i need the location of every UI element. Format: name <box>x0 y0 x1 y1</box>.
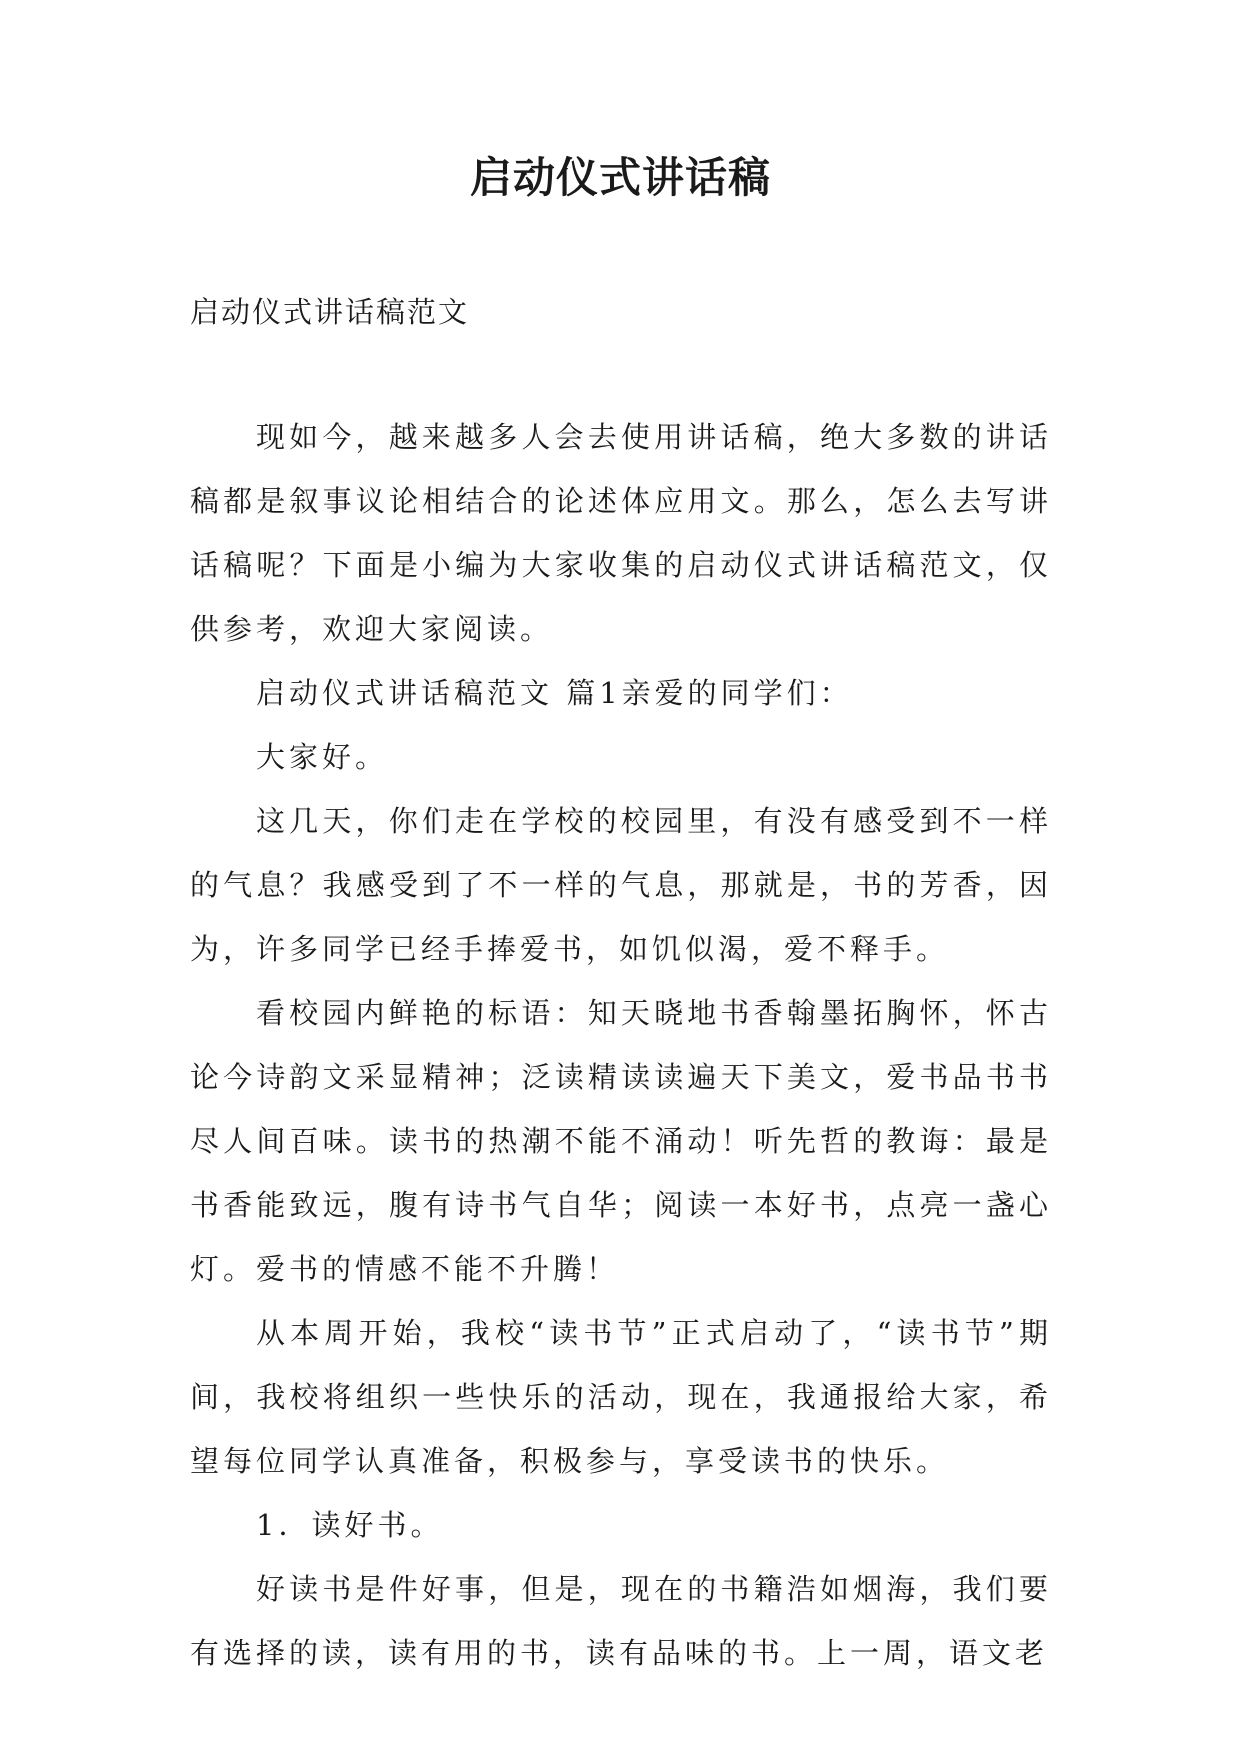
document-body <box>190 405 1052 1685</box>
paragraph-hello: 大家好。 <box>256 740 389 774</box>
paragraph-atmosphere: 这几天，你们走在学校的校园里，有没有感受到不一样的气息？我感受到了不一样的气息，那就是，书的芳香，因为，许多同学已经手捧爱书，如饥似渴，爱不释手。 <box>190 804 1052 966</box>
paragraph-heading-greeting: 启动仪式讲话稿范文 篇1亲爱的同学们： <box>256 676 853 710</box>
document-title: 启动仪式讲话稿 <box>469 153 771 202</box>
paragraph-item-1: 1．读好书。 <box>256 1508 444 1542</box>
paragraph-read-good-books: 好读书是件好事，但是，现在的书籍浩如烟海，我们要有选择的读，读有用的书，读有品味的书。上一周，语文老 <box>190 1572 1052 1670</box>
paragraph-reading-festival: 从本周开始，我校“读书节”正式启动了，“读书节”期间，我校将组织一些快乐的活动，现在，我通报给大家，希望每位同学认真准备，积极参与，享受读书的快乐。 <box>190 1316 1052 1478</box>
document-subtitle: 启动仪式讲话稿范文 <box>190 295 470 329</box>
paragraph-slogans: 看校园内鲜艳的标语：知天晓地书香翰墨拓胸怀，怀古论今诗韵文采显精神；泛读精读读遍天下美文，爱书品书书尽人间百味。读书的热潮不能不涌动！听先哲的教诲：最是书香能致远，腹有诗书气自华；阅读一本好书，点亮一盏心灯。爱书的情感不能不升腾！ <box>190 996 1052 1286</box>
paragraph-intro: 现如今，越来越多人会去使用讲话稿，绝大多数的讲话稿都是叙事议论相结合的论述体应用文。那么，怎么去写讲话稿呢？下面是小编为大家收集的启动仪式讲话稿范文，仅供参考，欢迎大家阅读。 <box>190 420 1052 646</box>
